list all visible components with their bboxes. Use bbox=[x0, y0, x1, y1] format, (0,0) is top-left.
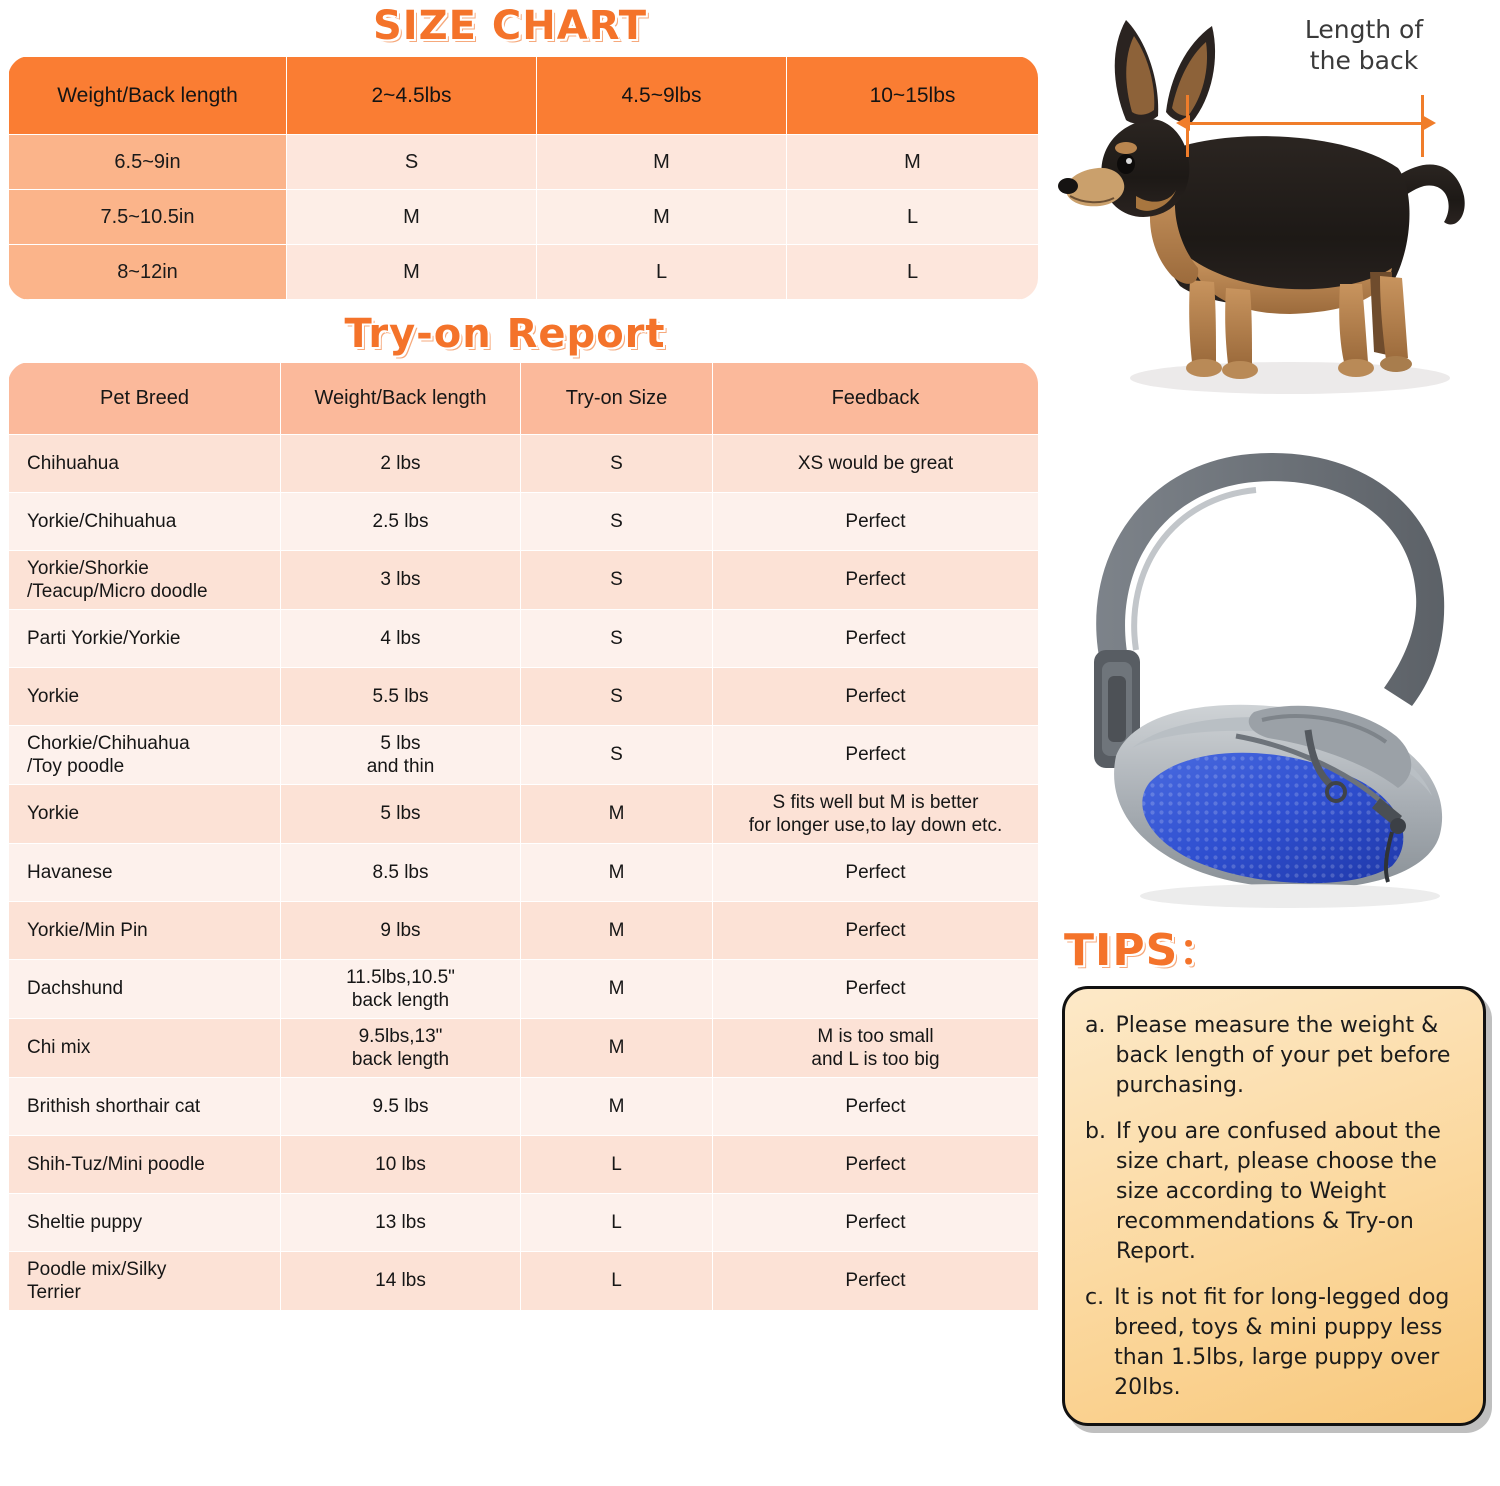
tryon-size: S bbox=[521, 726, 713, 785]
tryon-feedback-line1: M is too small bbox=[817, 1026, 934, 1047]
size-chart-header-2: 4.5~9lbs bbox=[537, 57, 787, 135]
tryon-feedback: Perfect bbox=[713, 902, 1039, 960]
tryon-feedback bbox=[713, 785, 1039, 844]
tryon-size: M bbox=[521, 1078, 713, 1136]
tryon-breed bbox=[9, 726, 281, 785]
tip-item bbox=[1085, 1117, 1465, 1267]
tryon-header-row bbox=[9, 363, 1039, 435]
tip-text: If you are confused about the size chart, please choose the size according to Weight recommendations & Try-on Report. bbox=[1115, 1119, 1441, 1264]
tryon-weight: 4 lbs bbox=[281, 610, 521, 668]
tryon-weight: 2.5 lbs bbox=[281, 493, 521, 551]
size-chart-header-3: 10~15lbs bbox=[787, 57, 1039, 135]
tryon-header-1: Weight/Back length bbox=[281, 363, 521, 435]
size-chart-header-1: 2~4.5lbs bbox=[287, 57, 537, 135]
tryon-weight-line2: back length bbox=[351, 1049, 450, 1070]
dog-measurement-photo bbox=[1040, 0, 1500, 420]
size-chart-row-0-label: 6.5~9in bbox=[9, 135, 287, 190]
size-chart-cell-0-2: M bbox=[787, 135, 1039, 190]
tryon-feedback: Perfect bbox=[713, 551, 1039, 610]
tryon-feedback-line2: for longer use,to lay down etc. bbox=[748, 815, 1003, 836]
tryon-feedback-line1: S fits well but M is better bbox=[772, 792, 979, 813]
size-chart-cell-2-1: L bbox=[537, 245, 787, 300]
tryon-size: M bbox=[521, 960, 713, 1019]
size-chart-cell-2-2: L bbox=[787, 245, 1039, 300]
tryon-size: S bbox=[521, 610, 713, 668]
tryon-weight: 3 lbs bbox=[281, 551, 521, 610]
tryon-size: S bbox=[521, 493, 713, 551]
tryon-weight: 2 lbs bbox=[281, 435, 521, 493]
table-row bbox=[9, 551, 1039, 610]
tryon-weight-line2: and thin bbox=[366, 756, 435, 777]
tryon-breed bbox=[9, 551, 281, 610]
tryon-weight: 8.5 lbs bbox=[281, 844, 521, 902]
tryon-weight bbox=[281, 1019, 521, 1078]
size-chart-cell-1-2: L bbox=[787, 190, 1039, 245]
table-row bbox=[9, 668, 1039, 726]
tryon-weight: 9 lbs bbox=[281, 902, 521, 960]
tryon-breed-line2: /Teacup/Micro doodle bbox=[27, 581, 208, 602]
tryon-weight-line1: 9.5lbs,13" bbox=[358, 1026, 443, 1047]
size-chart-row-2-label: 8~12in bbox=[9, 245, 287, 300]
table-row bbox=[9, 844, 1039, 902]
table-row bbox=[9, 902, 1039, 960]
tryon-breed: Chi mix bbox=[9, 1019, 281, 1078]
table-row bbox=[9, 610, 1039, 668]
tryon-breed: Yorkie/Chihuahua bbox=[9, 493, 281, 551]
table-row bbox=[9, 785, 1039, 844]
size-chart-cell-2-0: M bbox=[287, 245, 537, 300]
tip-text: Please measure the weight & back length of your pet before purchasing. bbox=[1115, 1013, 1451, 1098]
tryon-size: L bbox=[521, 1136, 713, 1194]
tryon-breed-line1: Chorkie/Chihuahua bbox=[27, 733, 190, 754]
length-of-back-caption bbox=[1264, 14, 1464, 76]
tryon-report-title: Try-on Report bbox=[344, 311, 666, 357]
size-chart-header-0: Weight/Back length bbox=[9, 57, 287, 135]
tryon-breed: Dachshund bbox=[9, 960, 281, 1019]
tryon-breed: Yorkie/Min Pin bbox=[9, 902, 281, 960]
table-row bbox=[9, 135, 1039, 190]
tryon-feedback-line2: and L is too big bbox=[811, 1049, 940, 1070]
tryon-weight: 9.5 lbs bbox=[281, 1078, 521, 1136]
tryon-weight: 5.5 lbs bbox=[281, 668, 521, 726]
pet-sling-carrier-photo bbox=[1040, 430, 1500, 910]
tryon-feedback: Perfect bbox=[713, 1252, 1039, 1311]
shoulder-strap bbox=[1096, 453, 1444, 706]
table-row bbox=[9, 493, 1039, 551]
size-chart-table bbox=[8, 56, 1038, 300]
tryon-size: M bbox=[521, 844, 713, 902]
size-chart-row-1-label: 7.5~10.5in bbox=[9, 190, 287, 245]
right-column bbox=[1040, 0, 1500, 1486]
table-row bbox=[9, 190, 1039, 245]
tryon-feedback: Perfect bbox=[713, 960, 1039, 1019]
tryon-header-3: Feedback bbox=[713, 363, 1039, 435]
tryon-header-0: Pet Breed bbox=[9, 363, 281, 435]
tryon-size: L bbox=[521, 1194, 713, 1252]
back-length-arrow bbox=[1188, 122, 1424, 125]
table-row bbox=[9, 435, 1039, 493]
tryon-feedback: Perfect bbox=[713, 726, 1039, 785]
tryon-weight: 10 lbs bbox=[281, 1136, 521, 1194]
tip-marker: b. bbox=[1085, 1119, 1106, 1144]
tip-marker: a. bbox=[1085, 1013, 1106, 1038]
tryon-size: M bbox=[521, 1019, 713, 1078]
tryon-weight: 14 lbs bbox=[281, 1252, 521, 1311]
tryon-weight bbox=[281, 960, 521, 1019]
tryon-breed: Shih-Tuz/Mini poodle bbox=[9, 1136, 281, 1194]
tryon-size: M bbox=[521, 785, 713, 844]
table-row bbox=[9, 726, 1039, 785]
tryon-weight-line1: 11.5lbs,10.5" bbox=[346, 967, 455, 988]
caption-line-2: the back bbox=[1309, 46, 1419, 75]
table-row bbox=[9, 1136, 1039, 1194]
tryon-report-table bbox=[8, 362, 1038, 1311]
size-chart-cell-1-1: M bbox=[537, 190, 787, 245]
sling-carrier-illustration bbox=[1040, 430, 1500, 910]
tips-box bbox=[1062, 986, 1486, 1426]
tryon-breed: Brithish shorthair cat bbox=[9, 1078, 281, 1136]
table-row bbox=[9, 1252, 1039, 1311]
tip-text: It is not fit for long-legged dog breed, toys & mini puppy less than 1.5lbs, large puppy over 20lbs. bbox=[1114, 1285, 1450, 1400]
tryon-feedback: Perfect bbox=[713, 1078, 1039, 1136]
size-chart-cell-0-0: S bbox=[287, 135, 537, 190]
size-chart-table-wrap bbox=[8, 56, 1038, 300]
tryon-feedback: Perfect bbox=[713, 493, 1039, 551]
tryon-breed: Yorkie bbox=[9, 668, 281, 726]
tryon-feedback: Perfect bbox=[713, 1194, 1039, 1252]
tryon-size: M bbox=[521, 902, 713, 960]
table-row bbox=[9, 960, 1039, 1019]
tips-title: TIPS： bbox=[1064, 925, 1224, 976]
tip-marker: c. bbox=[1085, 1285, 1105, 1310]
tryon-size: S bbox=[521, 551, 713, 610]
table-row bbox=[9, 245, 1039, 300]
tryon-breed bbox=[9, 1252, 281, 1311]
tryon-breed-line1: Poodle mix/Silky bbox=[27, 1259, 167, 1280]
tryon-size: S bbox=[521, 668, 713, 726]
tryon-breed-line1: Yorkie/Shorkie bbox=[27, 558, 149, 579]
tryon-breed: Sheltie puppy bbox=[9, 1194, 281, 1252]
tryon-breed: Havanese bbox=[9, 844, 281, 902]
tryon-size: S bbox=[521, 435, 713, 493]
tryon-weight-line2: back length bbox=[351, 990, 450, 1011]
tryon-breed-line2: /Toy poodle bbox=[27, 756, 125, 777]
tryon-breed: Yorkie bbox=[9, 785, 281, 844]
size-chart-cell-1-0: M bbox=[287, 190, 537, 245]
size-chart-cell-0-1: M bbox=[537, 135, 787, 190]
table-row bbox=[9, 1194, 1039, 1252]
tip-item bbox=[1085, 1011, 1465, 1101]
tip-item bbox=[1085, 1283, 1465, 1403]
tryon-report-table-wrap bbox=[8, 362, 1038, 1311]
table-row bbox=[9, 1019, 1039, 1078]
tryon-feedback: Perfect bbox=[713, 668, 1039, 726]
table-row bbox=[9, 1078, 1039, 1136]
tryon-feedback: Perfect bbox=[713, 610, 1039, 668]
tryon-breed: Chihuahua bbox=[9, 435, 281, 493]
tryon-weight bbox=[281, 726, 521, 785]
tryon-header-2: Try-on Size bbox=[521, 363, 713, 435]
tryon-weight: 13 lbs bbox=[281, 1194, 521, 1252]
tryon-feedback: Perfect bbox=[713, 1136, 1039, 1194]
tryon-feedback bbox=[713, 1019, 1039, 1078]
tryon-breed: Parti Yorkie/Yorkie bbox=[9, 610, 281, 668]
tryon-size: L bbox=[521, 1252, 713, 1311]
tryon-feedback: Perfect bbox=[713, 844, 1039, 902]
tryon-weight: 5 lbs bbox=[281, 785, 521, 844]
size-chart-header-row bbox=[9, 57, 1039, 135]
tryon-weight-line1: 5 lbs bbox=[380, 733, 421, 754]
size-chart-title: SIZE CHART bbox=[372, 3, 648, 49]
tryon-breed-line2: Terrier bbox=[27, 1282, 81, 1303]
tryon-feedback: XS would be great bbox=[713, 435, 1039, 493]
caption-line-1: Length of bbox=[1304, 15, 1424, 44]
